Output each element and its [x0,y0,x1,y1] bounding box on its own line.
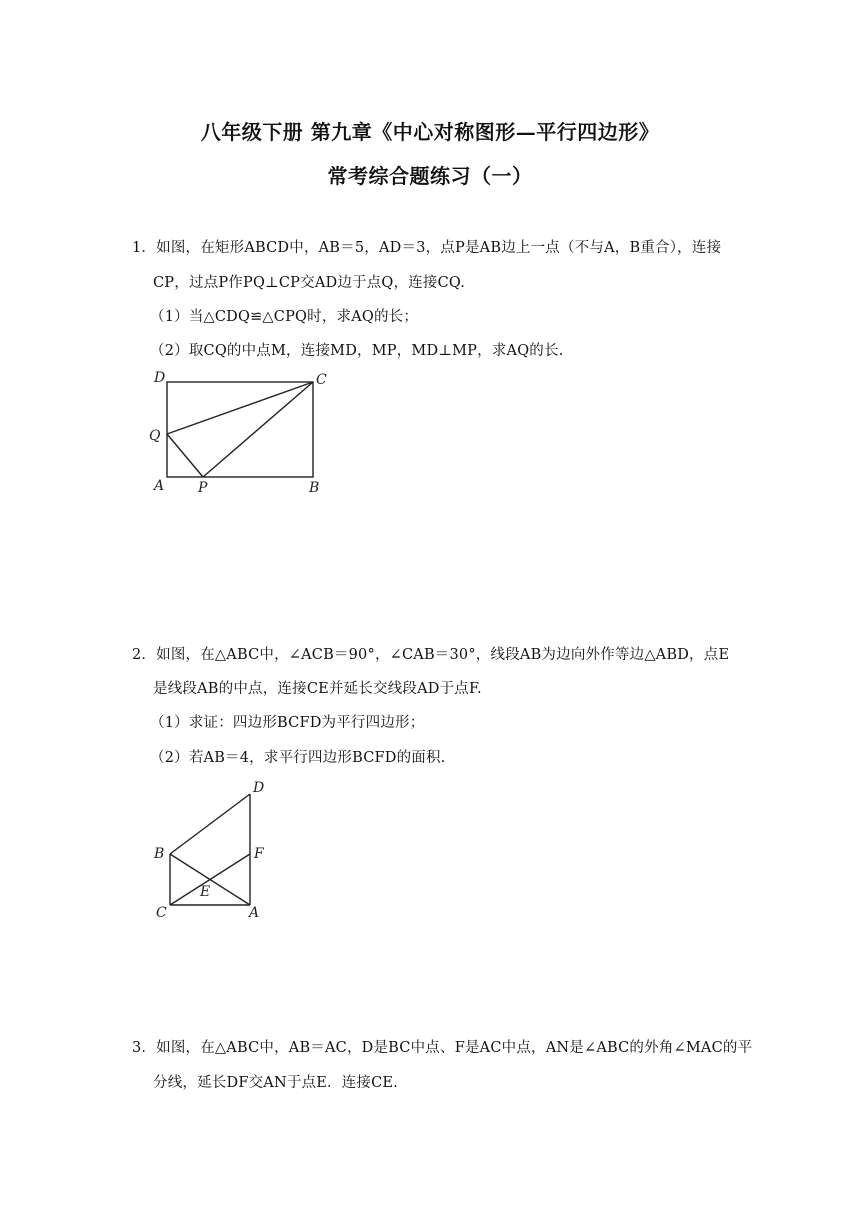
problem1-sub1: （1）当△CDQ≌△CPQ时，求AQ的长； [150,309,419,325]
segment-pc [203,382,313,477]
segment-bd [170,794,250,854]
label-p: P [198,480,208,496]
problem3-line2: 分线，延长DF交AN于点E．连接CE. [153,1075,399,1091]
problem2-sub2: （2）若AB＝4，求平行四边形BCFD的面积. [150,750,446,766]
doc-title-line1: 八年级下册 第九章《中心对称图形—平行四边形》 [200,120,660,144]
problem2-sub1: （1）求证：四边形BCFD为平行四边形； [150,715,425,731]
label-e: E [200,884,211,900]
problem2-line1: 2．如图，在△ABC中，∠ACB＝90°，∠CAB＝30°，线段AB为边向外作等边△ABD，点E [132,647,730,663]
label-b: B [154,846,165,862]
label-c: C [316,372,327,388]
rectangle-abcd [167,382,313,477]
segment-qp [167,434,203,477]
problem2-line2: 是线段AB的中点，连接CE并延长交线段AD于点F. [153,681,482,697]
label-a: A [154,478,165,494]
problem1-line2: CP，过点P作PQ⊥CP交AD边于点Q，连接CQ. [153,275,466,291]
label-b: B [309,480,320,496]
problem2-figure [140,772,300,927]
problem1-sub2: （2）取CQ的中点M，连接MD，MP，MD⊥MP，求AQ的长. [150,343,564,359]
label-c: C [156,905,167,921]
label-d: D [154,370,166,386]
problem1-line1: 1．如图，在矩形ABCD中，AB＝5，AD＝3，点P是AB边上一点（不与A，B重合），连接 [132,240,722,256]
segment-qc [167,382,313,434]
doc-title-line2: 常考综合题练习（一） [327,164,533,188]
problem3-line1: 3．如图，在△ABC中，AB＝AC，D是BC中点、F是AC中点，AN是∠ABC的外角∠MAC的平 [132,1040,753,1056]
label-a: A [249,905,260,921]
problem1-figure [140,362,340,502]
label-q: Q [149,428,161,444]
label-d: D [253,780,265,796]
label-f: F [254,846,264,862]
